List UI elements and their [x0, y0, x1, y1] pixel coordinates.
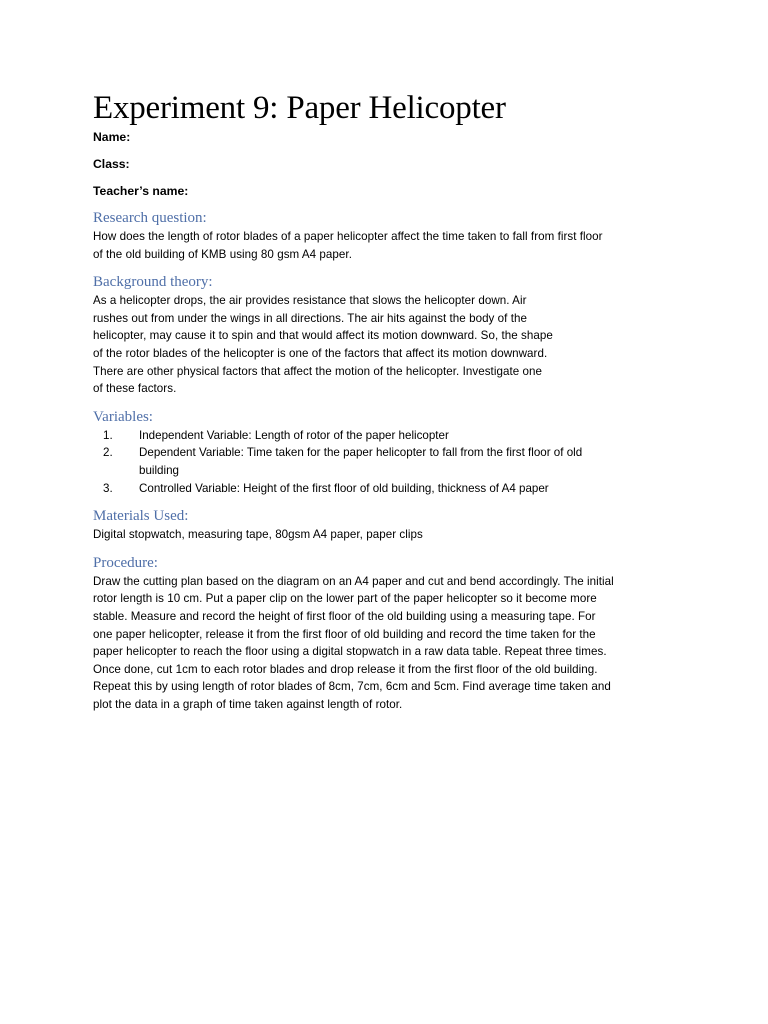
research-question-heading: Research question:	[93, 210, 207, 226]
variable-item-independent	[93, 427, 683, 445]
document-page	[93, 88, 683, 723]
variable-text: Dependent Variable: Time taken for the paper helicopter to fall from the first floor of old	[139, 446, 583, 460]
materials-used-text	[93, 526, 683, 544]
name-field-label: Name:	[93, 130, 131, 144]
procedure-line: Draw the cutting plan based on the diagram on an A4 paper and cut and bend accordingly. The initial	[93, 574, 614, 588]
teacher-name-field-label: Teacher’s name:	[93, 184, 189, 198]
variable-item-dependent	[93, 444, 683, 479]
procedure-line: stable. Measure and record the height of first floor of the old building using a measuring tape. For	[93, 609, 596, 623]
background-line: of these factors.	[93, 382, 177, 396]
research-line: How does the length of rotor blades of a paper helicopter affect the time taken to fall from first floor	[93, 230, 603, 243]
research-question-text	[93, 228, 683, 263]
procedure-line: plot the data in a graph of time taken against length of rotor.	[93, 697, 403, 711]
variable-text: Independent Variable: Length of rotor of the paper helicopter	[139, 428, 449, 442]
procedure-line: paper helicopter to reach the floor using a digital stopwatch in a raw data table. Repeat three times.	[93, 645, 607, 659]
procedure-line: Repeat this by using length of rotor blades of 8cm, 7cm, 6cm and 5cm. Find average time taken and	[93, 680, 611, 694]
variable-text: building	[139, 463, 179, 477]
background-theory-text	[93, 292, 683, 398]
background-line: There are other physical factors that affect the motion of the helicopter. Investigate one	[93, 364, 542, 378]
variable-item-controlled	[93, 480, 683, 498]
procedure-line: Once done, cut 1cm to each rotor blades and drop release it from the first floor of the old building.	[93, 662, 598, 676]
background-line: helicopter, may cause it to spin and that would affect its motion downward. So, the shape	[93, 329, 553, 343]
list-number: 3.	[103, 481, 113, 495]
materials-used-heading: Materials Used:	[93, 508, 189, 525]
list-number: 1.	[103, 428, 113, 442]
list-number: 2.	[103, 446, 113, 460]
background-theory-heading: Background theory:	[93, 274, 213, 291]
materials-line: Digital stopwatch, measuring tape, 80gsm A4 paper, paper clips	[93, 528, 423, 542]
variables-list	[93, 427, 683, 497]
variables-heading: Variables:	[93, 408, 153, 425]
background-line: As a helicopter drops, the air provides resistance that slows the helicopter down. Air	[93, 294, 527, 308]
variable-text: Controlled Variable: Height of the first floor of old building, thickness of A4 paper	[139, 481, 549, 495]
document-title: Experiment 9: Paper Helicopter	[93, 90, 506, 126]
class-field-label: Class:	[93, 157, 130, 171]
background-line: of the rotor blades of the helicopter is one of the factors that affect its motion downward.	[93, 346, 548, 360]
procedure-line: one paper helicopter, release it from the first floor of old building and record the time taken for the	[93, 627, 596, 641]
research-line: of the old building of KMB using 80 gsm A4 paper.	[93, 247, 352, 261]
procedure-line: rotor length is 10 cm. Put a paper clip on the lower part of the paper helicopter so it become more	[93, 592, 597, 606]
procedure-heading: Procedure:	[93, 554, 158, 571]
background-line: rushes out from under the wings in all directions. The air hits against the body of the	[93, 311, 527, 325]
procedure-text	[93, 573, 683, 714]
